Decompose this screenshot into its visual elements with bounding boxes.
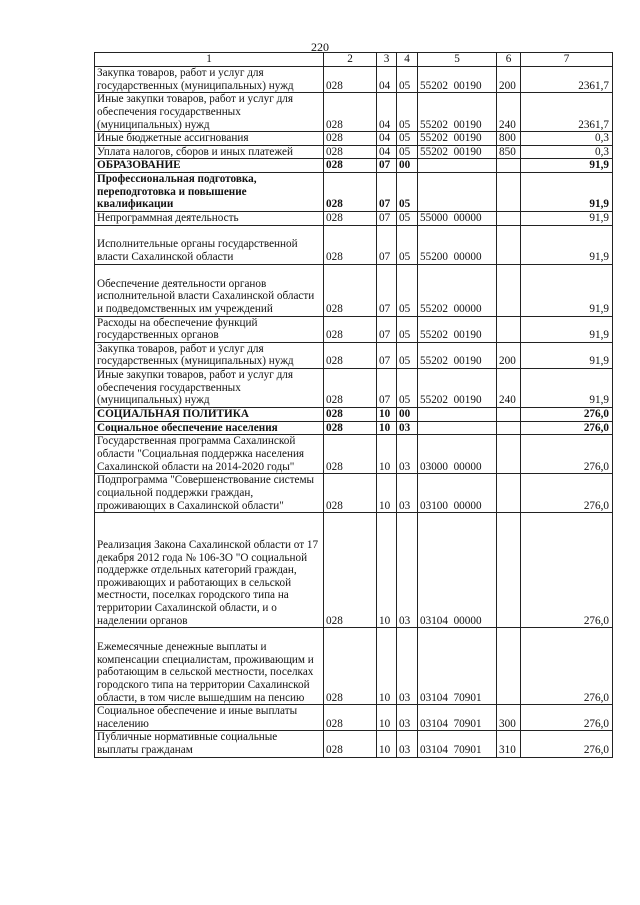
table-row	[95, 67, 613, 93]
target-item-cell: 55000 00000	[418, 211, 497, 225]
amount-cell: 0,3	[521, 145, 613, 159]
row-name-cell: Подпрограмма "Совершенствование системы социальной поддержки граждан, проживающих в Сахалинской области"	[95, 474, 324, 513]
table-row	[95, 731, 613, 757]
subsection-code-cell: 05	[397, 225, 418, 264]
admin-code-cell: 028	[324, 172, 377, 211]
subsection-code-cell: 03	[397, 731, 418, 757]
target-item-cell	[418, 159, 497, 173]
amount-cell: 276,0	[521, 628, 613, 705]
amount-cell: 91,9	[521, 159, 613, 173]
row-name-cell: Социальное обеспечение и иные выплаты населению	[95, 705, 324, 731]
admin-code-cell: 028	[324, 132, 377, 146]
header-col-6: 6	[497, 53, 521, 67]
expense-type-cell: 200	[497, 67, 521, 93]
subsection-code-cell: 05	[397, 211, 418, 225]
expense-type-cell	[497, 264, 521, 316]
table-row	[95, 316, 613, 342]
subsection-code-cell: 05	[397, 172, 418, 211]
section-code-cell: 10	[377, 628, 397, 705]
section-code-cell: 04	[377, 93, 397, 132]
admin-code-cell: 028	[324, 368, 377, 407]
table-row	[95, 211, 613, 225]
expense-type-cell	[497, 316, 521, 342]
table-row	[95, 264, 613, 316]
section-code-cell: 04	[377, 132, 397, 146]
subsection-code-cell: 05	[397, 145, 418, 159]
subsection-code-cell: 05	[397, 368, 418, 407]
header-col-7: 7	[521, 53, 613, 67]
admin-code-cell: 028	[324, 93, 377, 132]
target-item-cell	[418, 407, 497, 421]
table-row	[95, 435, 613, 474]
section-code-cell: 04	[377, 67, 397, 93]
amount-cell: 276,0	[521, 474, 613, 513]
section-code-cell: 04	[377, 145, 397, 159]
row-name-cell: Государственная программа Сахалинской области "Социальная поддержка населения Сахалинской области на 2014-2020 годы"	[95, 435, 324, 474]
subsection-code-cell: 03	[397, 705, 418, 731]
table-row	[95, 93, 613, 132]
admin-code-cell: 028	[324, 731, 377, 757]
target-item-cell: 03100 00000	[418, 474, 497, 513]
table-row	[95, 225, 613, 264]
amount-cell: 276,0	[521, 705, 613, 731]
expense-type-cell: 300	[497, 705, 521, 731]
row-name-cell: Иные закупки товаров, работ и услуг для обеспечения государственных (муниципальных) нужд	[95, 368, 324, 407]
subsection-code-cell: 00	[397, 159, 418, 173]
table-row	[95, 474, 613, 513]
row-name-cell: ОБРАЗОВАНИЕ	[95, 159, 324, 173]
admin-code-cell: 028	[324, 435, 377, 474]
amount-cell: 91,9	[521, 225, 613, 264]
subsection-code-cell: 05	[397, 342, 418, 368]
admin-code-cell: 028	[324, 264, 377, 316]
admin-code-cell: 028	[324, 705, 377, 731]
page-number: 220	[311, 40, 329, 54]
section-code-cell: 10	[377, 731, 397, 757]
row-name-cell: Профессиональная подготовка, переподготовка и повышение квалификации	[95, 172, 324, 211]
header-row	[95, 53, 613, 67]
expense-type-cell: 310	[497, 731, 521, 757]
admin-code-cell: 028	[324, 513, 377, 628]
section-code-cell: 07	[377, 159, 397, 173]
admin-code-cell: 028	[324, 474, 377, 513]
row-name-cell: Ежемесячные денежные выплаты и компенсации специалистам, проживающим и работающим в сельской местности, поселках городского типа на территории Сахалинской области, в том числе вышедшим на пенсию	[95, 628, 324, 705]
table-row	[95, 628, 613, 705]
section-code-cell: 07	[377, 342, 397, 368]
target-item-cell: 03000 00000	[418, 435, 497, 474]
admin-code-cell: 028	[324, 159, 377, 173]
amount-cell: 91,9	[521, 172, 613, 211]
admin-code-cell: 028	[324, 316, 377, 342]
header-col-3: 3	[377, 53, 397, 67]
target-item-cell: 55202 00190	[418, 368, 497, 407]
header-col-1: 1	[95, 53, 324, 67]
expense-type-cell: 240	[497, 93, 521, 132]
table-row	[95, 132, 613, 146]
section-code-cell: 07	[377, 211, 397, 225]
table-row	[95, 145, 613, 159]
admin-code-cell: 028	[324, 225, 377, 264]
table-row	[95, 513, 613, 628]
expense-type-cell	[497, 421, 521, 435]
budget-table	[94, 52, 613, 758]
row-name-cell: Обеспечение деятельности органов исполнительной власти Сахалинской области и подведомственных им учреждений	[95, 264, 324, 316]
subsection-code-cell: 03	[397, 421, 418, 435]
amount-cell: 91,9	[521, 264, 613, 316]
section-code-cell: 10	[377, 705, 397, 731]
amount-cell: 91,9	[521, 342, 613, 368]
target-item-cell: 55202 00190	[418, 342, 497, 368]
table-row	[95, 159, 613, 173]
expense-type-cell: 800	[497, 132, 521, 146]
amount-cell: 2361,7	[521, 93, 613, 132]
expense-type-cell: 850	[497, 145, 521, 159]
amount-cell: 91,9	[521, 316, 613, 342]
target-item-cell: 55202 00190	[418, 93, 497, 132]
amount-cell: 276,0	[521, 731, 613, 757]
expense-type-cell	[497, 211, 521, 225]
section-code-cell: 10	[377, 474, 397, 513]
target-item-cell: 55202 00190	[418, 145, 497, 159]
row-name-cell: Публичные нормативные социальные выплаты гражданам	[95, 731, 324, 757]
target-item-cell: 03104 00000	[418, 513, 497, 628]
section-code-cell: 07	[377, 225, 397, 264]
target-item-cell: 03104 70901	[418, 705, 497, 731]
subsection-code-cell: 05	[397, 132, 418, 146]
admin-code-cell: 028	[324, 67, 377, 93]
expense-type-cell	[497, 407, 521, 421]
row-name-cell: Социальное обеспечение населения	[95, 421, 324, 435]
header-col-5: 5	[418, 53, 497, 67]
section-code-cell: 10	[377, 407, 397, 421]
target-item-cell: 03104 70901	[418, 731, 497, 757]
subsection-code-cell: 03	[397, 628, 418, 705]
expense-type-cell	[497, 474, 521, 513]
subsection-code-cell: 05	[397, 93, 418, 132]
target-item-cell: 55200 00000	[418, 225, 497, 264]
amount-cell: 2361,7	[521, 67, 613, 93]
header-col-2: 2	[324, 53, 377, 67]
admin-code-cell: 028	[324, 407, 377, 421]
target-item-cell: 55202 00000	[418, 264, 497, 316]
row-name-cell: Иные закупки товаров, работ и услуг для обеспечения государственных (муниципальных) нужд	[95, 93, 324, 132]
section-code-cell: 07	[377, 264, 397, 316]
amount-cell: 91,9	[521, 368, 613, 407]
table-body	[95, 67, 613, 758]
subsection-code-cell: 03	[397, 474, 418, 513]
table-row	[95, 407, 613, 421]
row-name-cell: Уплата налогов, сборов и иных платежей	[95, 145, 324, 159]
amount-cell: 276,0	[521, 407, 613, 421]
admin-code-cell: 028	[324, 342, 377, 368]
amount-cell: 276,0	[521, 435, 613, 474]
subsection-code-cell: 00	[397, 407, 418, 421]
subsection-code-cell: 03	[397, 435, 418, 474]
amount-cell: 276,0	[521, 421, 613, 435]
expense-type-cell	[497, 513, 521, 628]
amount-cell: 276,0	[521, 513, 613, 628]
admin-code-cell: 028	[324, 145, 377, 159]
row-name-cell: Закупка товаров, работ и услуг для государственных (муниципальных) нужд	[95, 67, 324, 93]
admin-code-cell: 028	[324, 421, 377, 435]
row-name-cell: Исполнительные органы государственной власти Сахалинской области	[95, 225, 324, 264]
expense-type-cell	[497, 159, 521, 173]
row-name-cell: Иные бюджетные ассигнования	[95, 132, 324, 146]
row-name-cell: Закупка товаров, работ и услуг для государственных (муниципальных) нужд	[95, 342, 324, 368]
section-code-cell: 10	[377, 421, 397, 435]
target-item-cell: 55202 00190	[418, 67, 497, 93]
row-name-cell: Реализация Закона Сахалинской области от 17 декабря 2012 года № 106-ЗО "О социальной поддержке отдельных категорий граждан, проживающих и работающих в сельской местности, поселках городского типа на территории Сахалинской области, и о наделении органов	[95, 513, 324, 628]
table-row	[95, 172, 613, 211]
expense-type-cell	[497, 628, 521, 705]
section-code-cell: 10	[377, 513, 397, 628]
subsection-code-cell: 05	[397, 67, 418, 93]
target-item-cell	[418, 172, 497, 211]
section-code-cell: 07	[377, 172, 397, 211]
table-row	[95, 421, 613, 435]
admin-code-cell: 028	[324, 628, 377, 705]
expense-type-cell	[497, 172, 521, 211]
amount-cell: 91,9	[521, 211, 613, 225]
target-item-cell: 03104 70901	[418, 628, 497, 705]
row-name-cell: Расходы на обеспечение функций государственных органов	[95, 316, 324, 342]
row-name-cell: СОЦИАЛЬНАЯ ПОЛИТИКА	[95, 407, 324, 421]
expense-type-cell	[497, 225, 521, 264]
table-row	[95, 705, 613, 731]
amount-cell: 0,3	[521, 132, 613, 146]
table-row	[95, 342, 613, 368]
section-code-cell: 10	[377, 435, 397, 474]
target-item-cell	[418, 421, 497, 435]
expense-type-cell: 240	[497, 368, 521, 407]
admin-code-cell: 028	[324, 211, 377, 225]
section-code-cell: 07	[377, 316, 397, 342]
section-code-cell: 07	[377, 368, 397, 407]
row-name-cell: Непрограммная деятельность	[95, 211, 324, 225]
expense-type-cell: 200	[497, 342, 521, 368]
subsection-code-cell: 05	[397, 264, 418, 316]
expense-type-cell	[497, 435, 521, 474]
table-row	[95, 368, 613, 407]
header-col-4: 4	[397, 53, 418, 67]
target-item-cell: 55202 00190	[418, 316, 497, 342]
subsection-code-cell: 05	[397, 316, 418, 342]
target-item-cell: 55202 00190	[418, 132, 497, 146]
subsection-code-cell: 03	[397, 513, 418, 628]
